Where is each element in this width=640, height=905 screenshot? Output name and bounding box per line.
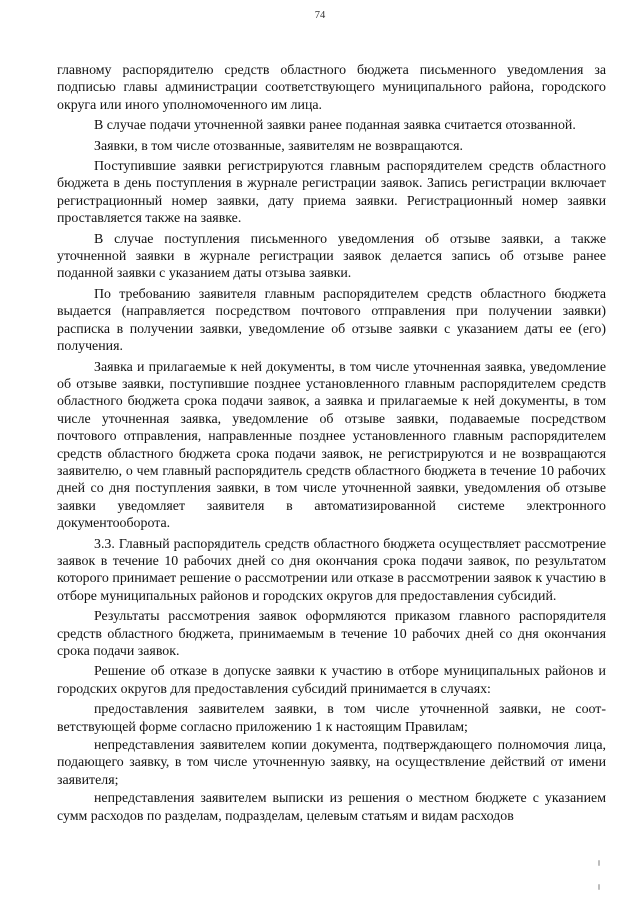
page-number: 74: [314, 10, 326, 21]
paragraph: Заявка и прилагаемые к ней документы, в том числе уточненная заявка, уведомление об отзыве заявки, поступившие позднее установленного главным распорядителем средств областного бюджета срока подачи заявок, а заявка и прилагаемые к ней документы, в том числе уточненная заявка, уведомление об отзыве заявки, подаваемые посредством почтового отправления, направленные позднее установленного главным распорядителем средств областного бюджета срока подачи заявок, не регистрируются и не возвращаются заявителю, о чем главный распорядитель средств областного бюджета в течение 10 рабочих дней со дня поступления заявки, в том числе уточненной заявки, уведомления об отзыве заявки уведомляет заявителя в автоматизированной системе электронного документооборота.: [57, 359, 606, 532]
paragraph: По требованию заявителя главным распорядителем средств областного бюджета выдается (направляется посредством почтового отправления при получении заявки) расписка в получении заявки, уведомление об отзыве заявки с указанием даты ее (его) получения.: [57, 286, 606, 355]
paragraph: В случае поступления письменного уведомления об отзыве заявки, а также уточненной заявки в журнале регистрации заявок делается запись об отзыве ранее поданной заявки с указанием даты отзыва заявки.: [57, 231, 606, 282]
paragraph: Заявки, в том числе отозванные, заявителям не возвращаются.: [94, 138, 463, 154]
paragraph: Решение об отказе в допуске заявки к участию в отборе муниципальных районов и городских округов для предоставления субсидий принимается в случаях:: [57, 664, 606, 697]
paragraph: 3.3. Главный распорядитель средств областного бюджета осуществляет рассмотрение заявок в течение 10 рабочих дней со дня окончания срока подачи заявок, по результатом которого принимает решение о рассмотрении или отказе в рассмотрении заявок к участию в отборе муниципальных районов и городских округов для предоставления субсидий.: [57, 536, 606, 604]
paragraph: главному распорядителю средств областного бюджета письменного уведомления за подписью главы администрации соответствующего муниципального района, городского округа или иного уполномоченного им лица.: [57, 63, 606, 113]
paragraph: Результаты рассмотрения заявок оформляются приказом главного распорядителя средств областного бюджета, принимаемым в течение 10 рабочих дней со дня окончания срока подачи заявок.: [57, 609, 606, 659]
document-body: [57, 62, 606, 826]
paragraph: Поступившие заявки регистрируются главным распорядителем средств областного бюджета в день поступления в журнале регистрации заявок. Запись регистрации включает регистрационный номер заявки, дату приема заявки. Регистрационный номер заявки проставляется также на заявке.: [57, 159, 606, 227]
paragraph: предоставления заявителем заявки, в том числе уточненной заявки, не соответствующей форме согласно приложению 1 к настоящим Правилам;: [57, 702, 606, 735]
paragraph: В случае подачи уточненной заявки ранее поданная заявка считается отозванной.: [94, 118, 576, 134]
paragraph: непредставления заявителем выписки из решения о местном бюджете с указанием сумм расходов по разделам, подразделам, целевым статьям и видам расходов: [57, 791, 606, 824]
paragraph: непредставления заявителем копии документа, подтверждающего полномочия лица, подающего заявку, в том числе уточненную заявку, на осуществление действий от имени заявителя;: [57, 738, 606, 788]
scan-artifact: [598, 884, 600, 890]
scan-artifact: [598, 860, 600, 866]
